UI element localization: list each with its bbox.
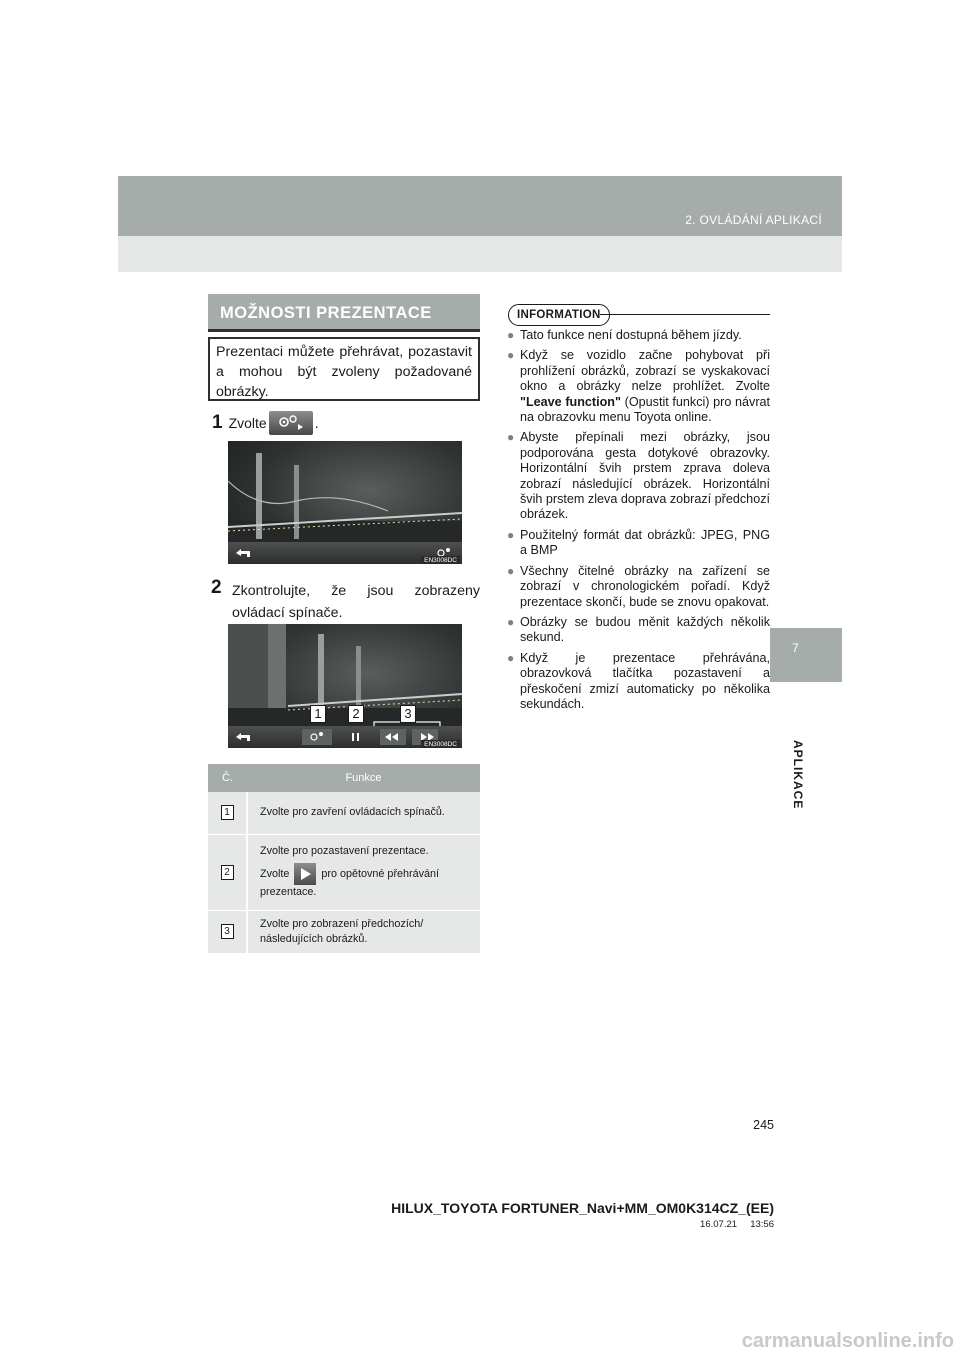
list-item-text: Když se vozidlo začne pohybovat při prohlížení obrázků, zobrazí se vyskakovací okno a obrázky nelze prohlížet. Zvolte <box>520 348 770 394</box>
play-icon <box>294 863 316 885</box>
watermark: carmanualsonline.info <box>741 1330 954 1352</box>
chapter-tab <box>770 628 842 682</box>
row-line: prezentace. <box>260 886 317 898</box>
row-line: následujících obrázků. <box>260 932 368 945</box>
table-row <box>208 792 480 834</box>
back-icon <box>236 549 250 557</box>
section-intro: Prezentaci můžete přehrávat, pozastavit a mohou být zvoleny požadované obrázky. <box>208 337 480 401</box>
page-number: 245 <box>753 1118 774 1132</box>
row-line: Zvolte pro zobrazení předchozích/ <box>260 917 424 930</box>
information-list <box>508 328 770 717</box>
list-item: ● Všechny čitelné obrázky na zařízení se zobrazí v chronologickém pořadí. Když prezentace skončí, bude se znovu opakovat. <box>508 564 770 610</box>
information-rule <box>600 314 770 315</box>
control-switches-screenshot <box>228 624 462 748</box>
section-title: MOŽNOSTI PREZENTACE <box>208 294 480 332</box>
chapter-label: APLIKACE <box>791 740 805 810</box>
row-text: pro opětovné přehrávání <box>321 867 440 880</box>
table-header-row <box>208 764 480 792</box>
callout-3: 3 <box>400 705 416 723</box>
list-item: ● Použitelný formát dat obrázků: JPEG, PNG a BMP <box>508 528 770 559</box>
information-badge: INFORMATION <box>508 304 610 326</box>
row-description <box>247 834 480 910</box>
row-line: Zvolte pro pozastavení prezentace. <box>260 845 429 857</box>
row-number: 2 <box>221 865 234 880</box>
table-row <box>208 910 480 953</box>
list-item-bold: "Leave function" <box>520 394 621 409</box>
table-row <box>208 834 480 910</box>
list-item-text: (Opustit funkci) pro návrat na obrazovku menu Toyota online. <box>520 394 771 425</box>
step-text: Zvolte <box>228 415 267 431</box>
function-table <box>208 764 480 954</box>
header-subband <box>118 236 842 272</box>
step-text: Zkontrolujte, že jsou zobrazeny ovládací spínače. <box>232 583 480 621</box>
slideshow-options-icon <box>269 411 313 435</box>
row-description <box>247 910 480 953</box>
column-header-number: Č. <box>208 764 247 792</box>
print-stamp: 16.07.21 13:56 <box>700 1219 774 1230</box>
figure-code: EN3008DC <box>421 556 460 564</box>
row-number: 3 <box>221 924 234 939</box>
step-1 <box>212 410 319 436</box>
list-item: ● Abyste přepínali mezi obrázky, jsou podporována gesta dotykové obrazovky. Horizontální švih prstem zprava doleva zobrazí následující obrázek. Horizontální švih prstem zleva doprava zobrazí předchozí obrázek. <box>508 430 770 522</box>
header-band <box>118 176 842 236</box>
list-item <box>508 348 770 425</box>
list-item: ● Obrázky se budou měnit každých několik sekund. <box>508 615 770 646</box>
row-description: Zvolte pro zavření ovládacích spínačů. <box>247 792 480 834</box>
callout-2: 2 <box>348 705 364 723</box>
step-number: 1 <box>212 412 223 433</box>
list-item: ● Když je prezentace přehrávána, obrazovková tlačítka pozastavení a přeskočení zmizí automaticky po několika sekundách. <box>508 651 770 713</box>
row-number: 1 <box>221 805 234 820</box>
step-text-end: . <box>314 415 319 431</box>
list-item: ● Tato funkce není dostupná během jízdy. <box>508 328 770 343</box>
row-line <box>260 863 470 885</box>
column-header-function: Funkce <box>247 764 480 792</box>
figure-code: EN3008DC <box>421 740 460 748</box>
row-text: Zvolte <box>260 867 290 880</box>
step-number: 2 <box>211 577 222 598</box>
chapter-number: 7 <box>792 641 799 655</box>
callout-1: 1 <box>310 705 326 723</box>
document-title: HILUX_TOYOTA FORTUNER_Navi+MM_OM0K314CZ_(EE) <box>391 1200 774 1216</box>
section-heading: 2. OVLÁDÁNÍ APLIKACÍ <box>685 213 822 227</box>
slideshow-screenshot <box>228 441 462 564</box>
